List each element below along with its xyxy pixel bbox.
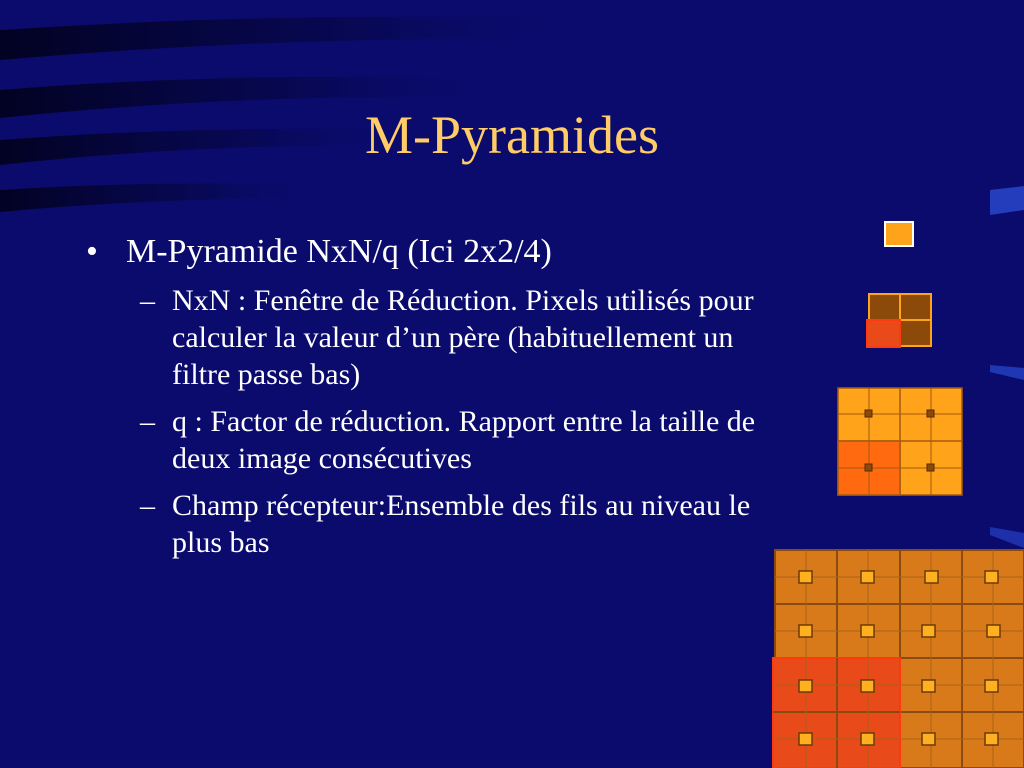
sub-bullet-text: NxN : Fenêtre de Réduction. Pixels utilisés pour calculer la valeur d’un père (habituellement un filtre passe bas) bbox=[172, 284, 754, 391]
main-bullet-text: M-Pyramide NxN/q (Ici 2x2/4) bbox=[126, 233, 552, 270]
slide-title: M-Pyramides bbox=[365, 105, 659, 165]
sub-bullet-marker: – bbox=[140, 284, 155, 317]
pyramid-level-8x8 bbox=[773, 550, 1024, 768]
pyramid-level-2x2 bbox=[867, 294, 931, 347]
sub-bullet-marker: – bbox=[140, 489, 155, 522]
sub-bullet-text: Champ récepteur:Ensemble des fils au niveau le plus bas bbox=[172, 489, 751, 559]
bullet-marker: • bbox=[86, 233, 98, 270]
pyramid-level-top bbox=[885, 222, 913, 246]
sub-bullet-marker: – bbox=[140, 405, 155, 438]
pyramid-level-4x4 bbox=[838, 388, 962, 495]
sub-bullet-text: q : Factor de réduction. Rapport entre la taille de deux image consécutives bbox=[172, 405, 756, 475]
